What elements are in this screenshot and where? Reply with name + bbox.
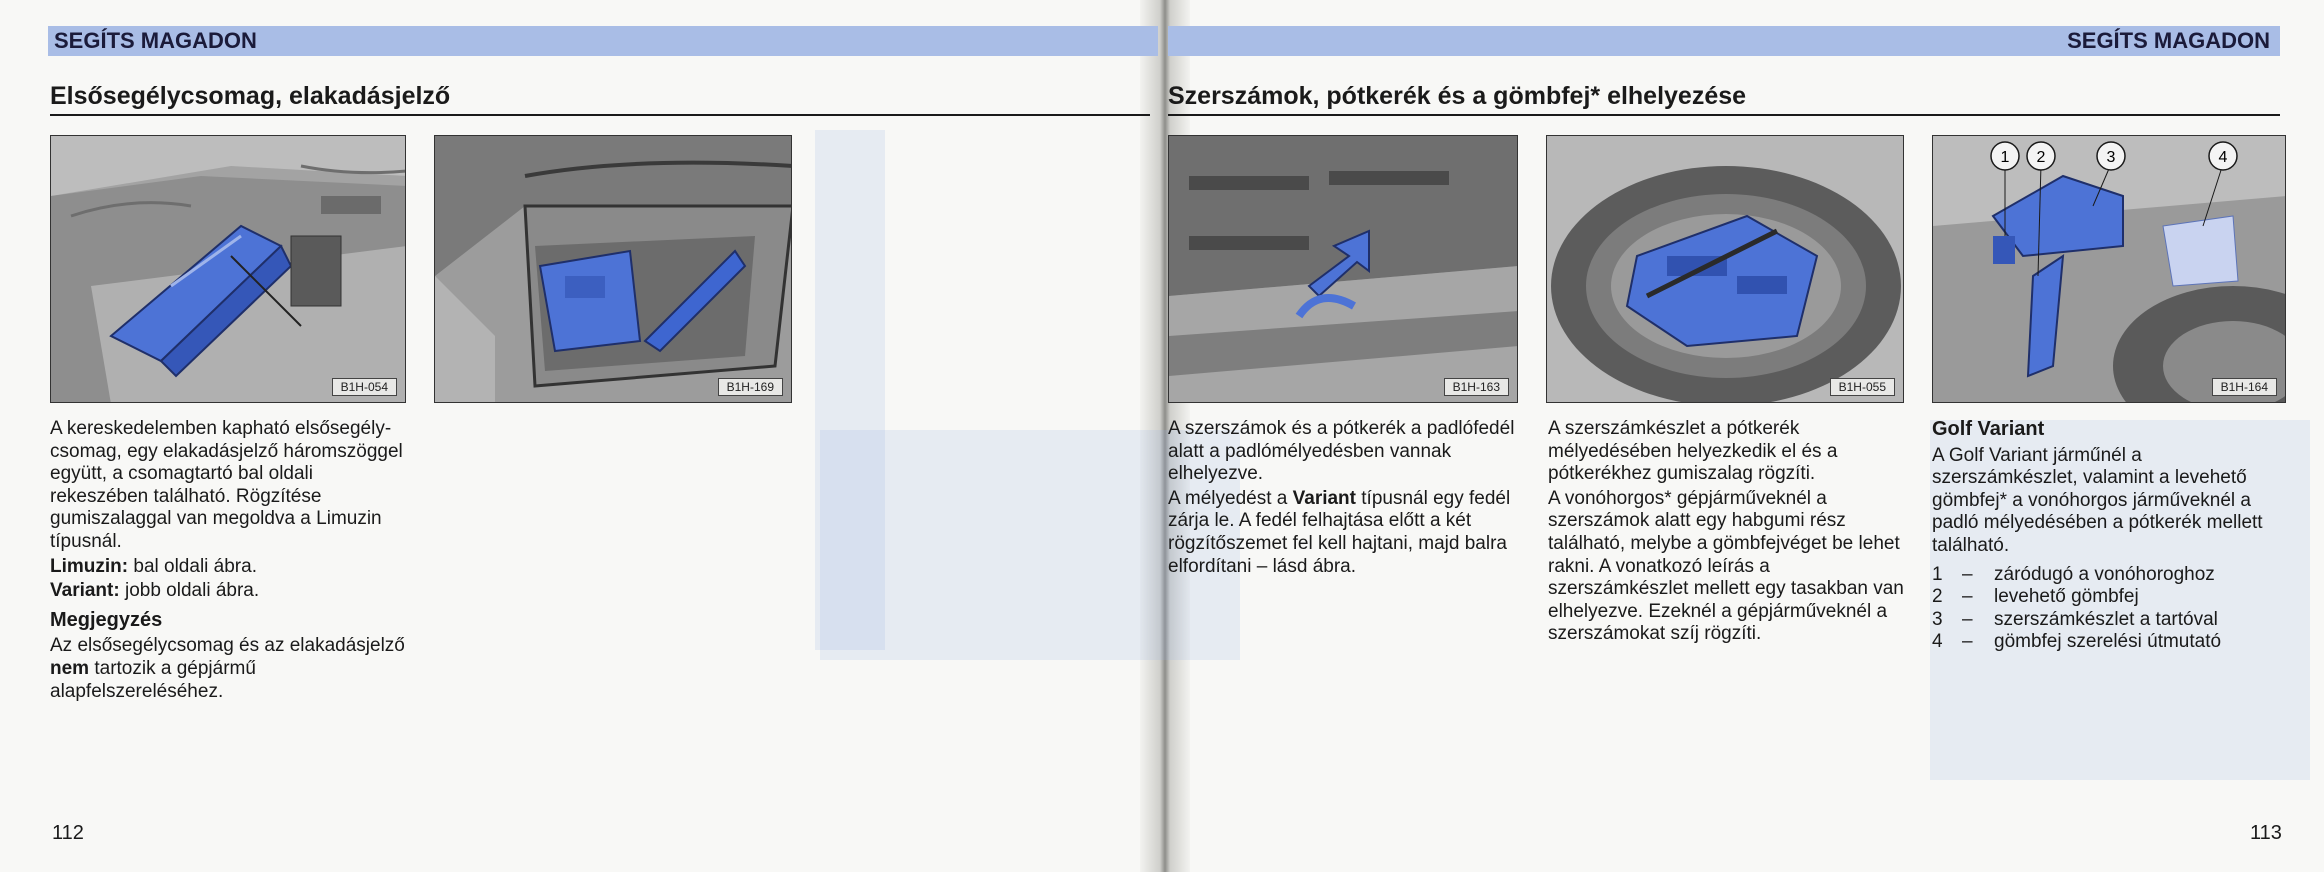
page-number-right: 113 — [2250, 822, 2282, 844]
figure-first-aid-variant — [434, 135, 792, 403]
callout-marker — [2097, 142, 2125, 170]
golf-variant-heading: Golf Variant — [1932, 418, 2045, 440]
left-body-text — [50, 418, 410, 705]
right-col1-text — [1168, 418, 1520, 580]
right-col2-text — [1548, 418, 1904, 648]
figure-golf-variant — [1932, 135, 2286, 403]
figure-code: B1H-163 — [1444, 378, 1509, 396]
toolkit-paragraph: A szerszámkészlet a pótkerék mélyedésében helyezkedik el és a pótkerékhez gumiszalag rögzíti. — [1548, 418, 1838, 485]
variant-line: Variant: jobb oldali ábra. — [50, 580, 260, 602]
figure-spare-wheel — [1546, 135, 1904, 403]
callout-1: 1 — [2000, 149, 2010, 166]
parts-list — [1932, 564, 2288, 654]
right-col3-text — [1932, 418, 2288, 654]
variant-cover-paragraph: A mélyedést a Variant típusnál egy fedél zárja le. A fedél felhajtása előtt a két rögzítőszemet fel kell hajtani, majd balra elfordítani – lásd ábra. — [1168, 487, 1511, 577]
figure-code: B1H-055 — [1830, 378, 1895, 396]
callout-marker — [2209, 142, 2237, 170]
figure-code: B1H-169 — [718, 378, 783, 396]
figure-floor-cover — [1168, 135, 1518, 403]
first-aid-paragraph: A kereskedelemben kapható elsősegély-csomag, egy elakadásjelző háromszöggel együtt, a csomagtartó bal oldali rekeszében található. Rögzítése gumiszalaggal van megoldva a Limuzin típusnál. — [50, 418, 403, 552]
section-band-right: SEGÍTS MAGADON — [1168, 26, 2280, 56]
trunk-illustration — [51, 136, 406, 403]
page-title-left: Elsősegélycsomag, elakadásjelző — [50, 82, 1150, 116]
figure-first-aid-limuzin — [50, 135, 406, 403]
note-heading: Megjegyzés — [50, 608, 163, 631]
tools-location-paragraph: A szerszámok és a pótkerék a padlófedél alatt a padlómélyedésben vannak elhelyezve. — [1168, 418, 1515, 485]
floor-cover-illustration — [1169, 136, 1518, 403]
tow-hook-paragraph: A vonóhorgos* gépjárműveknél a szerszámok alatt egy habgumi rész található, melybe a gömbfejvéget be lehet rakni. A vonatkozó leírás a szerszámkészlet mellett egy tasakban van elhelyezve. Ezeknél a gépjárműveknél a szerszámokat szíj rögzíti. — [1548, 487, 1904, 645]
list-item: 4 – gömbfej szerelési útmutató — [1932, 631, 2222, 653]
variant-compartment-illustration — [435, 136, 792, 403]
section-band-left: SEGÍTS MAGADON — [48, 26, 1158, 56]
list-item: 1 – záródugó a vonóhoroghoz — [1932, 563, 2215, 585]
limuzin-line: Limuzin: bal oldali ábra. — [50, 555, 257, 577]
figure-code: B1H-164 — [2212, 378, 2277, 396]
note-paragraph: Az elsősegélycsomag és az elakadásjelző nem tartozik a gépjármű alapfelszereléséhez. — [50, 635, 405, 702]
first-aid-box — [540, 251, 640, 351]
golf-variant-illustration — [1933, 136, 2286, 403]
page-number-left: 112 — [52, 822, 84, 844]
page-title-right: Szerszámok, pótkerék és a gömbfej* elhelyezése — [1168, 82, 2280, 116]
callout-4: 4 — [2218, 149, 2228, 166]
callout-marker — [1991, 142, 2019, 170]
callout-3: 3 — [2106, 149, 2116, 166]
list-item: 2 – levehető gömbfej — [1932, 586, 2139, 608]
list-item: 3 – szerszámkészlet a tartóval — [1932, 608, 2218, 630]
callout-marker — [2027, 142, 2055, 170]
golf-variant-paragraph: A Golf Variant járműnél a szerszámkészlet, valamint a levehető gömbfej* a vonóhorgos járműveknél a padló mélyedésében a pótkerék mellett található. — [1932, 444, 2263, 556]
spare-wheel-illustration — [1547, 136, 1904, 403]
callout-2: 2 — [2036, 149, 2046, 166]
figure-code: B1H-054 — [332, 378, 397, 396]
